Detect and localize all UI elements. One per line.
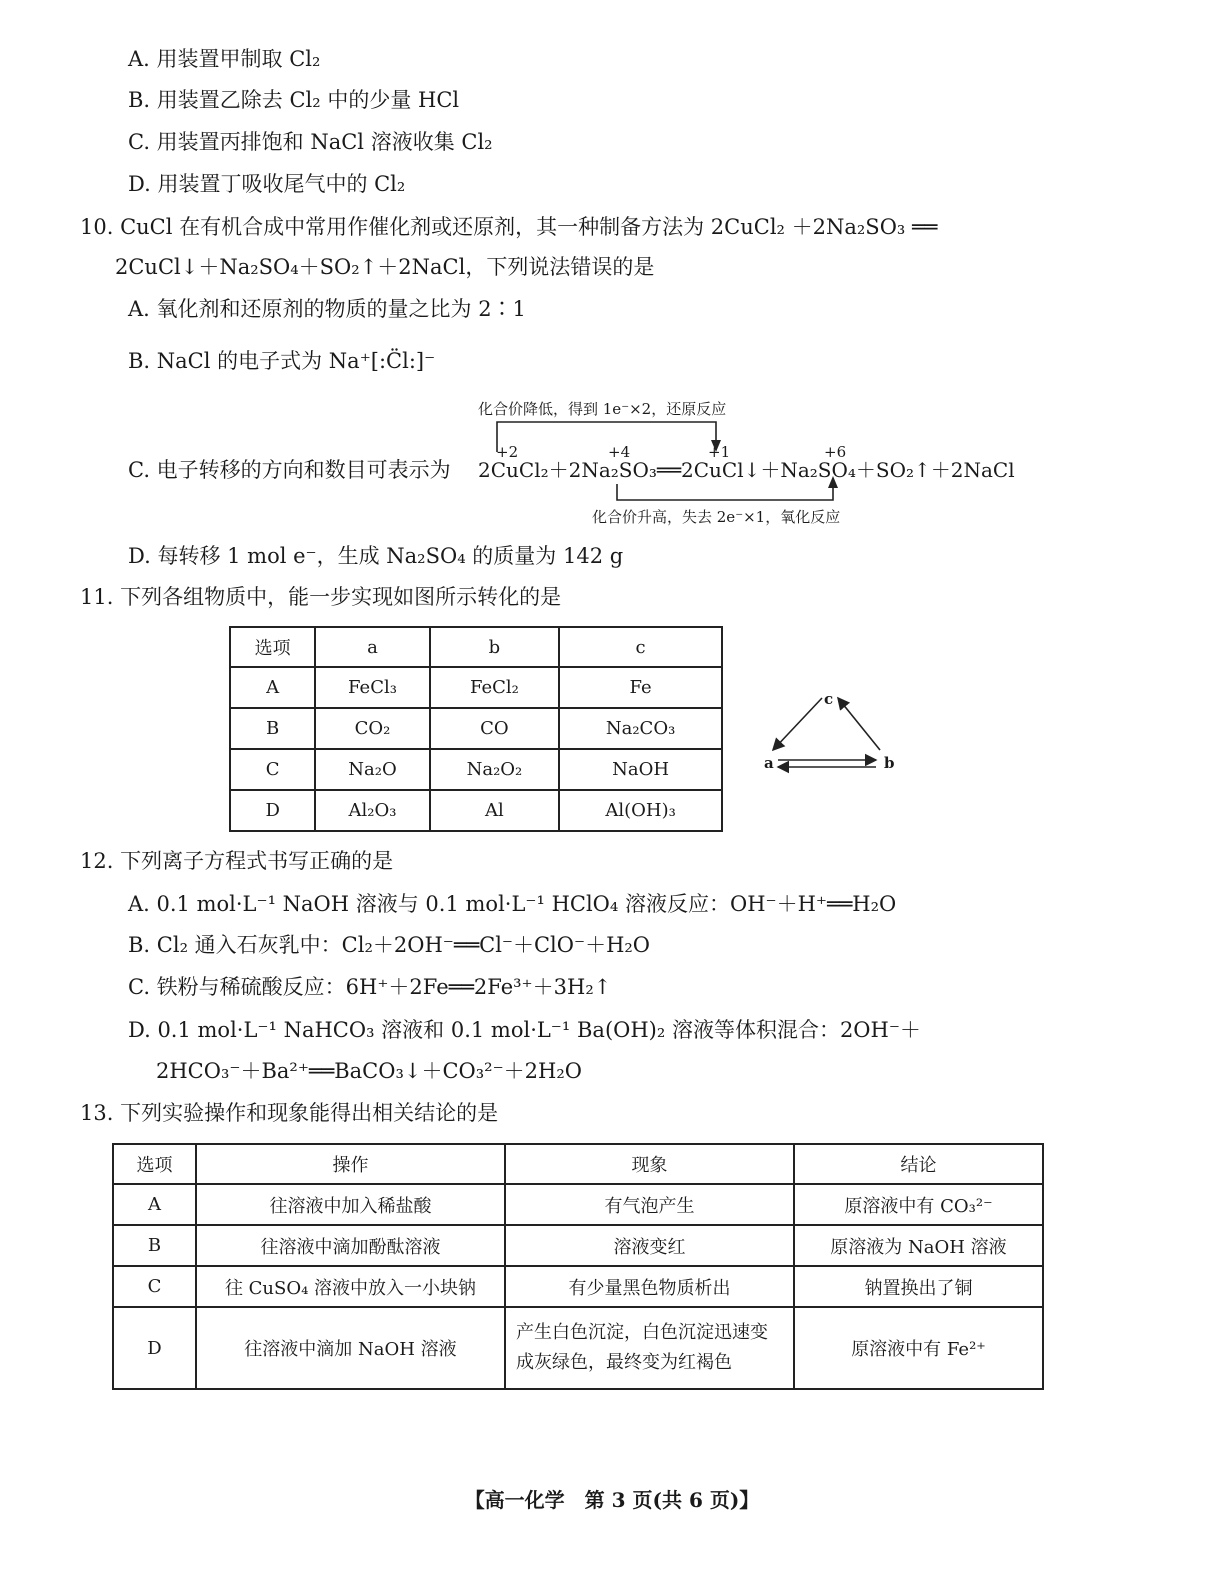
q10-stem-line2: 2CuCl↓＋Na₂SO₄＋SO₂↑＋2NaCl，下列说法错误的是	[115, 255, 655, 279]
q10-stem-line1: 10. CuCl 在有机合成中常用作催化剂或还原剂，其一种制备方法为 2CuCl₂ ＋2Na₂SO₃ ══	[80, 215, 938, 239]
table-cell: D	[113, 1307, 196, 1389]
q12-option-d-line2: 2HCO₃⁻＋Ba²⁺══BaCO₃↓＋CO₃²⁻＋2H₂O	[156, 1059, 582, 1083]
diagram-label-a: a	[764, 754, 774, 772]
table-cell: Na₂O₂	[430, 749, 560, 790]
table-cell: Al	[430, 790, 560, 831]
q9-option-b: B. 用装置乙除去 Cl₂ 中的少量 HCl	[128, 88, 460, 112]
table-cell: B	[113, 1225, 196, 1266]
table-cell: A	[230, 667, 315, 708]
table-cell: D	[230, 790, 315, 831]
table-cell: Al(OH)₃	[559, 790, 722, 831]
table-cell: 往 CuSO₄ 溶液中放入一小块钠	[196, 1266, 505, 1307]
q10-upper-note: 化合价降低，得到 1e⁻×2，还原反应	[478, 400, 727, 418]
table-cell: 往溶液中滴加 NaOH 溶液	[196, 1307, 505, 1389]
q11-header-a: a	[315, 627, 429, 667]
table-cell: 往溶液中滴加酚酞溶液	[196, 1225, 505, 1266]
q13-table	[112, 1143, 1044, 1390]
ox-state-cu2: +2	[496, 443, 519, 461]
q12-stem: 12. 下列离子方程式书写正确的是	[80, 849, 394, 873]
table-cell: CO	[430, 708, 560, 749]
q10-option-c-label: C. 电子转移的方向和数目可表示为	[128, 458, 451, 482]
q11-header-option: 选项	[230, 627, 315, 667]
table-cell: 钠置换出了铜	[794, 1266, 1043, 1307]
table-cell: 产生白色沉淀，白色沉淀迅速变成灰绿色，最终变为红褐色	[505, 1307, 794, 1389]
q13-header-conclusion: 结论	[794, 1144, 1043, 1184]
ox-state-cu1: +1	[708, 443, 731, 461]
q11-stem: 11. 下列各组物质中，能一步实现如图所示转化的是	[80, 585, 562, 609]
table-cell: 往溶液中加入稀盐酸	[196, 1184, 505, 1225]
diagram-label-c: c	[824, 690, 834, 708]
table-cell: Na₂CO₃	[559, 708, 722, 749]
q12-option-a: A. 0.1 mol·L⁻¹ NaOH 溶液与 0.1 mol·L⁻¹ HClO₄ 溶液反应：OH⁻＋H⁺══H₂O	[128, 892, 897, 916]
q10-option-a: A. 氧化剂和还原剂的物质的量之比为 2∶1	[128, 297, 526, 321]
table-cell: 原溶液中有 Fe²⁺	[794, 1307, 1043, 1389]
table-cell: Na₂O	[315, 749, 429, 790]
ox-state-s4: +4	[608, 443, 631, 461]
table-cell: 溶液变红	[505, 1225, 794, 1266]
table-cell: Fe	[559, 667, 722, 708]
table-cell: FeCl₃	[315, 667, 429, 708]
q9-option-d: D. 用装置丁吸收尾气中的 Cl₂	[128, 172, 406, 196]
q10-option-c-equation: 2CuCl₂＋2Na₂SO₃══2CuCl↓＋Na₂SO₄＋SO₂↑＋2NaCl	[478, 458, 1015, 482]
table-cell: FeCl₂	[430, 667, 560, 708]
table-cell: CO₂	[315, 708, 429, 749]
table-cell: 原溶液为 NaOH 溶液	[794, 1225, 1043, 1266]
page-footer: 【高一化学 第 3 页(共 6 页)】	[464, 1488, 760, 1512]
table-cell: 原溶液中有 CO₃²⁻	[794, 1184, 1043, 1225]
q13-header-operation: 操作	[196, 1144, 505, 1184]
q10-option-b: B. NaCl 的电子式为 Na⁺[:C̈l:]⁻	[128, 349, 436, 373]
table-cell: NaOH	[559, 749, 722, 790]
table-cell: C	[230, 749, 315, 790]
q13-header-option: 选项	[113, 1144, 196, 1184]
table-cell: B	[230, 708, 315, 749]
q12-option-b: B. Cl₂ 通入石灰乳中：Cl₂＋2OH⁻══Cl⁻＋ClO⁻＋H₂O	[128, 933, 651, 957]
q9-option-c: C. 用装置丙排饱和 NaCl 溶液收集 Cl₂	[128, 130, 493, 154]
table-cell: C	[113, 1266, 196, 1307]
ox-state-s6: +6	[824, 443, 847, 461]
table-cell: Al₂O₃	[315, 790, 429, 831]
q11-table	[229, 626, 723, 832]
q12-option-d-line1: D. 0.1 mol·L⁻¹ NaHCO₃ 溶液和 0.1 mol·L⁻¹ Ba(OH)₂ 溶液等体积混合：2OH⁻＋	[128, 1018, 921, 1042]
table-cell: A	[113, 1184, 196, 1225]
q12-option-c: C. 铁粉与稀硫酸反应：6H⁺＋2Fe══2Fe³⁺＋3H₂↑	[128, 975, 612, 999]
q10-lower-note: 化合价升高，失去 2e⁻×1，氧化反应	[592, 508, 841, 526]
q10-option-d: D. 每转移 1 mol e⁻，生成 Na₂SO₄ 的质量为 142 g	[128, 544, 624, 568]
q9-option-a: A. 用装置甲制取 Cl₂	[128, 47, 321, 71]
q13-stem: 13. 下列实验操作和现象能得出相关结论的是	[80, 1101, 499, 1125]
q11-header-b: b	[430, 627, 560, 667]
table-cell: 有气泡产生	[505, 1184, 794, 1225]
diagram-label-b: b	[884, 754, 895, 772]
q11-header-c: c	[559, 627, 722, 667]
table-cell: 有少量黑色物质析出	[505, 1266, 794, 1307]
q13-header-phenomenon: 现象	[505, 1144, 794, 1184]
